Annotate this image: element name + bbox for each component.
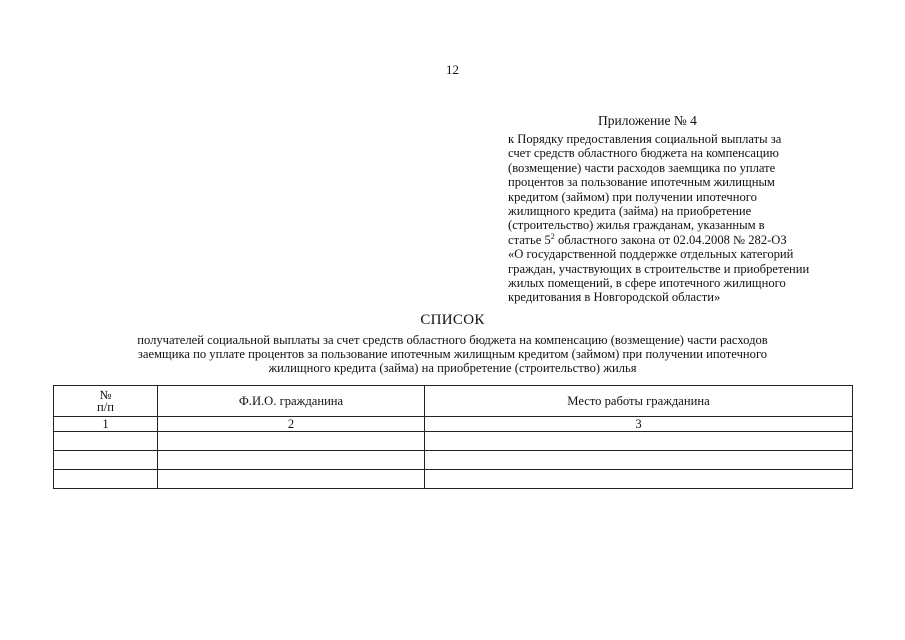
table-cell — [425, 470, 853, 489]
appendix-title: Приложение № 4 — [598, 113, 697, 128]
subtitle-line: получателей социальной выплаты за счет средств областного бюджета на компенсацию (возмещение) части расходов — [137, 333, 768, 347]
appendix-line: кредитования в Новгородской области» — [508, 290, 721, 305]
article-superscript: 2 — [550, 231, 555, 241]
appendix-line: (строительство) жилья гражданам, указанным в — [508, 218, 765, 233]
table-cell — [54, 470, 158, 489]
header-number-symbol: № — [99, 388, 112, 402]
header-name: Ф.И.О. гражданина — [158, 386, 425, 417]
appendix-line: жилых помещений, в сфере ипотечного жилищного — [508, 276, 786, 291]
table-row — [54, 451, 853, 470]
table-cell — [158, 470, 425, 489]
table-cell — [54, 451, 158, 470]
table-cell — [158, 432, 425, 451]
subtitle-line: заемщика по уплате процентов за пользование ипотечным жилищным кредитом (займом) при получении ипотечного — [137, 347, 768, 361]
column-number: 3 — [425, 417, 853, 432]
table-row — [54, 432, 853, 451]
appendix-article-line — [508, 233, 858, 247]
appendix-line: к Порядку предоставления социальной выплаты за — [508, 132, 782, 146]
subtitle-line: жилищного кредита (займа) на приобретение (строительство) жилья — [268, 361, 637, 375]
header-number-abbr: п/п — [97, 400, 114, 414]
column-number-row — [54, 417, 853, 432]
appendix-line: «О государственной поддержке отдельных категорий — [508, 247, 794, 262]
table-header-row — [54, 386, 853, 417]
document-subtitle — [40, 333, 865, 375]
header-number — [54, 386, 158, 417]
column-number: 2 — [158, 417, 425, 432]
table-cell — [425, 432, 853, 451]
table-row — [54, 470, 853, 489]
recipients-table — [53, 385, 853, 489]
table-cell — [158, 451, 425, 470]
column-number: 1 — [54, 417, 158, 432]
appendix-line: жилищного кредита (займа) на приобретение — [508, 204, 752, 219]
table-cell — [425, 451, 853, 470]
appendix-body — [508, 132, 858, 305]
article-suffix: областного закона от 02.04.2008 № 282-ОЗ — [554, 232, 787, 247]
page-number: 12 — [446, 62, 459, 77]
document-title: СПИСОК — [420, 312, 485, 328]
article-prefix: статье 5 — [508, 232, 551, 247]
appendix-line: кредитом (займом) при получении ипотечного — [508, 189, 757, 204]
appendix-line: счет средств областного бюджета на компенсацию — [508, 146, 779, 161]
appendix-line: граждан, участвующих в строительстве и приобретении — [508, 261, 810, 276]
table-cell — [54, 432, 158, 451]
appendix-line: (возмещение) части расходов заемщика по уплате — [508, 160, 776, 175]
header-workplace: Место работы гражданина — [425, 386, 853, 417]
appendix-line: процентов за пользование ипотечным жилищным — [508, 175, 775, 190]
